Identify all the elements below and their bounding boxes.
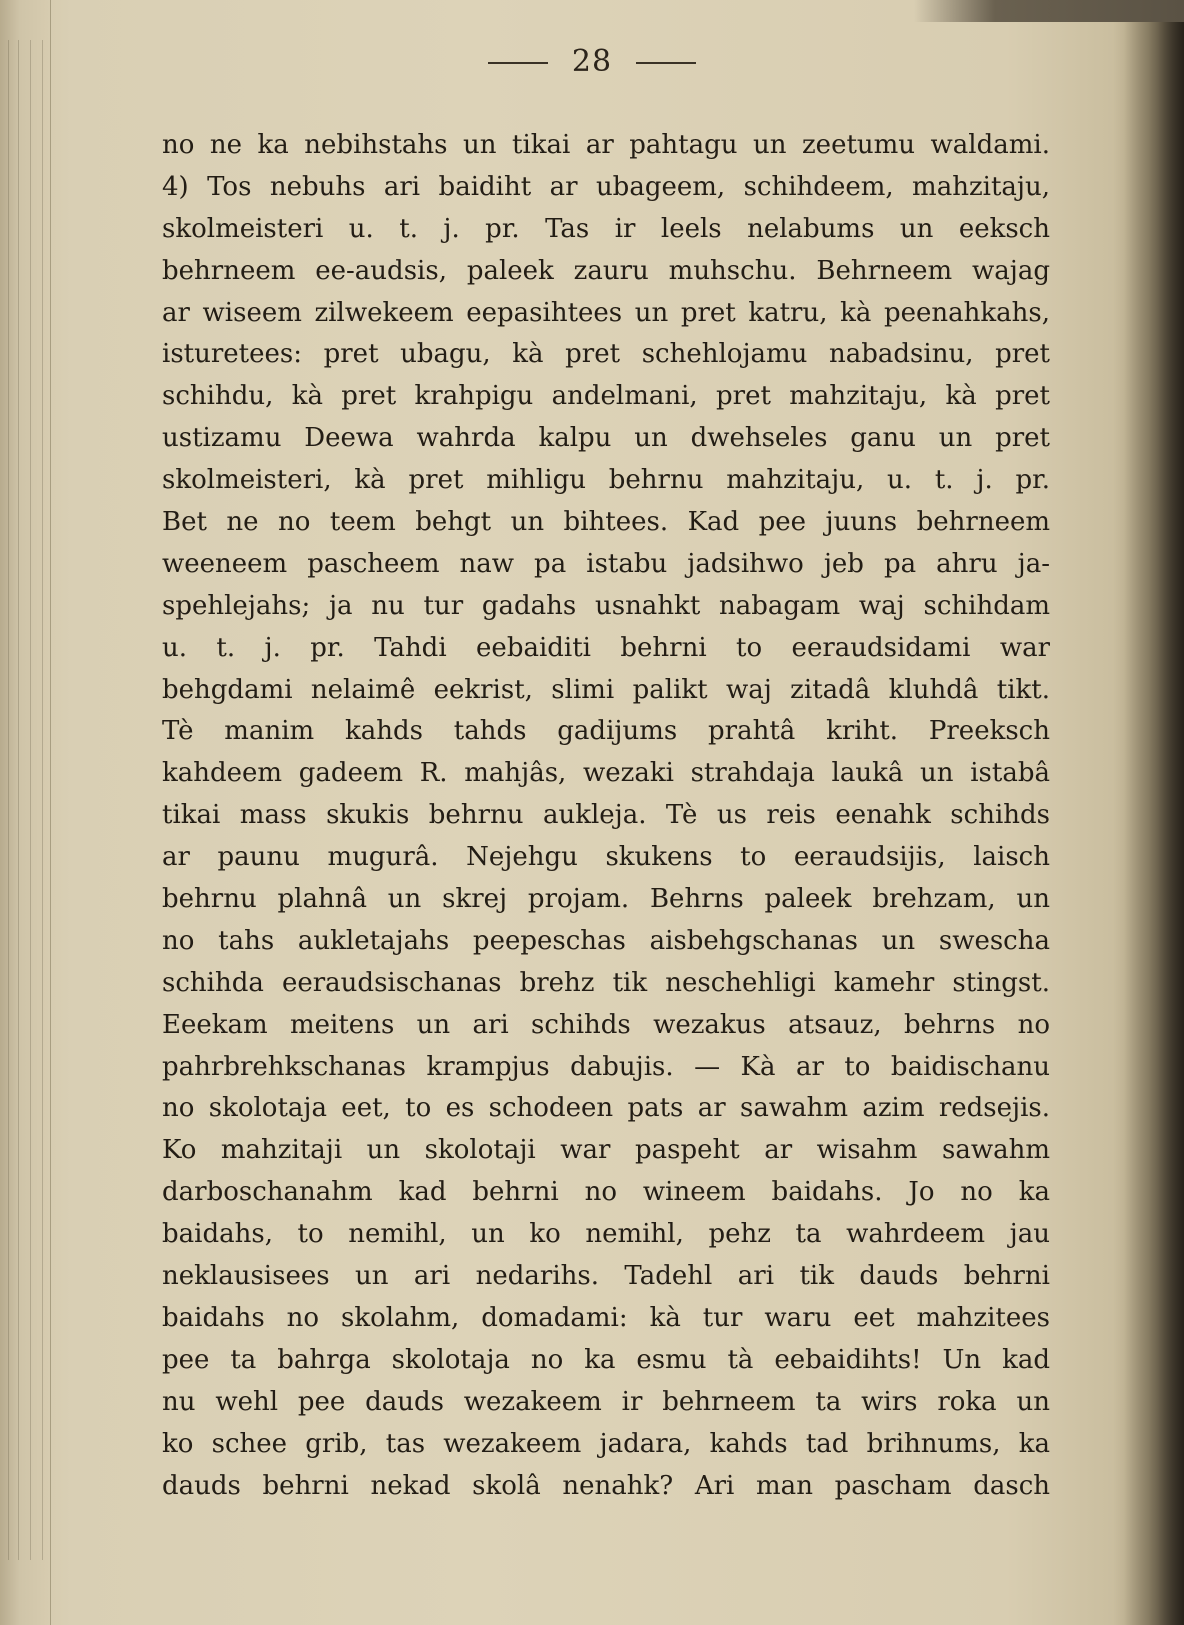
text-line: ko schee grib, tas wezakeem jadara, kahds tad brihnums, ka <box>162 1428 1050 1459</box>
text-line: spehlejahs; ja nu tur gadahs usnahkt nabagam waj schihdam <box>162 590 1050 621</box>
gutter-shadow <box>1124 0 1184 1625</box>
header-dash-left <box>488 62 548 64</box>
body-text <box>162 125 1050 1507</box>
page-header <box>0 44 1184 79</box>
page-edge-line <box>8 40 9 1560</box>
page-edge-line <box>18 40 19 1560</box>
text-line: ar paunu mugurâ. Nejehgu skukens to eeraudsijis, laisch <box>162 842 1050 873</box>
text-line: no ne ka nebihstahs un tikai ar pahtagu un zeetumu waldami. <box>162 130 1050 160</box>
text-line: Ko mahzitaji un skolotaji war paspeht ar wisahm sawahm <box>162 1135 1050 1166</box>
text-line: pahrbrehkschanas krampjus dabujis. — Kà ar to baidischanu <box>162 1051 1050 1082</box>
header-dash-right <box>636 62 696 64</box>
text-line: 4) Tos nebuhs ari baidiht ar ubageem, schihdeem, mahzitaju, <box>162 171 1050 202</box>
text-line: skolmeisteri u. t. j. pr. Tas ir leels nelabums un eeksch <box>162 213 1050 244</box>
text-line: weeneem paschеem naw pa istabu jadsihwo jeb pa ahru ja- <box>162 548 1050 579</box>
text-line: skolmeisteri, kà pret mihligu behrnu mahzitaju, u. t. j. pr. <box>162 465 1050 496</box>
text-line: nu wehl pee dauds wezakeem ir behrneem ta wirs roka un <box>162 1386 1050 1417</box>
text-line: darboschanahm kad behrni no wineem baidahs. Jo no ka <box>162 1177 1050 1208</box>
binding-strip <box>914 0 1184 22</box>
text-line: ustizamu Deewa wahrda kalpu un dwehseles ganu un pret <box>162 423 1050 454</box>
text-line: neklausisees un ari nedarihs. Tadehl ari tik dauds behrni <box>162 1261 1050 1292</box>
text-line: schihdu, kà pret krahpigu andelmani, pret mahzitaju, kà pret <box>162 381 1050 412</box>
text-line: behrnu plahnâ un skrej projam. Behrns paleek brehzam, un <box>162 884 1050 915</box>
text-line: dauds behrni nekad skolâ nenahk? Ari man pascham dasch <box>162 1470 1050 1501</box>
text-line: baidahs no skolahm, domadami: kà tur waru eet mahzitees <box>162 1302 1050 1333</box>
text-line: kahdeem gadeem R. mahjâs, wezaki strahdaja laukâ un istabâ <box>162 758 1050 789</box>
text-line: u. t. j. pr. Tahdi eebaiditi behrni to eeraudsidami war <box>162 632 1050 663</box>
page-stack-edge <box>0 0 51 1625</box>
text-line: no skolotaja eet, to es schodeen pats ar sawahm azim redsejis. <box>162 1093 1050 1124</box>
page-edge-line <box>42 40 43 1560</box>
page-number: 28 <box>571 44 613 79</box>
text-line: ar wiseem zilwekeem eepasihtees un pret katru, kà peenahkahs, <box>162 297 1050 328</box>
text-line: no tahs aukletajahs peepeschas aisbehgschanas un swescha <box>162 925 1050 956</box>
text-line: schihda eeraudsischanas brehz tik neschehligi kamehr stingst. <box>162 967 1050 998</box>
page-edge-line <box>30 40 31 1560</box>
text-line: Bet ne no teem behgt un bihtees. Kad pee juuns behrneem <box>162 507 1050 538</box>
text-line: behgdami nelaimê eekrist, slimi palikt waj zitadâ kluhdâ tikt. <box>162 674 1050 705</box>
text-line: pee ta bahrga skolotaja no ka esmu tà eebaidihts! Un kad <box>162 1344 1050 1375</box>
text-line: tikai mass skukis behrnu aukleja. Tè us reis eenahk schihds <box>162 800 1050 831</box>
text-line: Tè manim kahds tahds gadijums prahtâ kriht. Preeksch <box>162 716 1050 747</box>
text-line: isturetees: pret ubagu, kà pret schehlojamu nabadsinu, pret <box>162 339 1050 370</box>
text-line: behrneem ee-audsis, paleek zauru muhschu. Behrneem wajag <box>162 255 1050 286</box>
text-line: baidahs, to nemihl, un ko nemihl, pehz ta wahrdeem jau <box>162 1219 1050 1250</box>
text-line: Eeekam meitens un ari schihds wezakus atsauz, behrns no <box>162 1009 1050 1040</box>
